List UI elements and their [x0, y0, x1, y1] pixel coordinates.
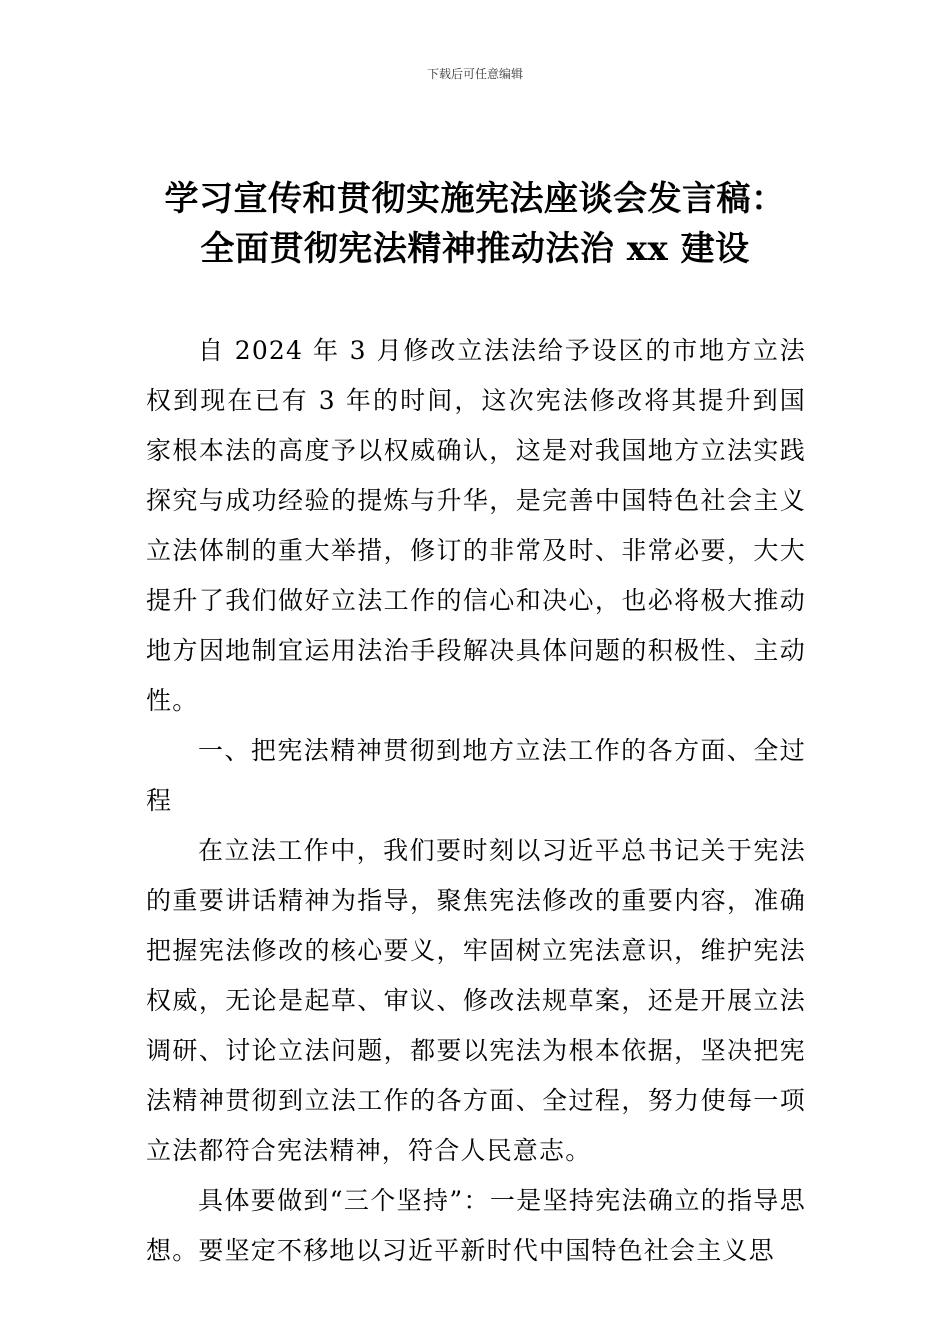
header-note: 下载后可任意编辑	[426, 67, 523, 81]
title-line-1: 学习宣传和贯彻实施宪法座谈会发言稿：	[164, 179, 786, 219]
section-heading-1: 一、把宪法精神贯彻到地方立法工作的各方面、全过程	[146, 736, 806, 815]
document-body	[146, 326, 806, 1276]
document-title	[60, 174, 890, 274]
paragraph-three-persists: 具体要做到“三个坚持”：一是坚持宪法确立的指导思想。要坚定不移地以习近平新时代中国特色社会主义思	[146, 1186, 806, 1265]
title-line-2: 全面贯彻宪法精神推动法治 xx 建设	[200, 229, 750, 269]
paragraph-intro: 自 2024 年 3 月修改立法法给予设区的市地方立法权到现在已有 3 年的时间，这次宪法修改将其提升到国家根本法的高度予以权威确认，这是对我国地方立法实践探究与成功经验的提炼与升华，是完善中国特色社会主义立法体制的重大举措，修订的非常及时、非常必要，大大提升了我们做好立法工作的信心和决心，也必将极大推动地方因地制宜运用法治手段解决具体问题的积极性、主动性。	[146, 336, 806, 715]
paragraph-section-1: 在立法工作中，我们要时刻以习近平总书记关于宪法的重要讲话精神为指导，聚焦宪法修改的重要内容，准确把握宪法修改的核心要义，牢固树立宪法意识，维护宪法权威，无论是起草、审议、修改法规草案，还是开展立法调研、讨论立法问题，都要以宪法为根本依据，坚决把宪法精神贯彻到立法工作的各方面、全过程，努力使每一项立法都符合宪法精神，符合人民意志。	[146, 836, 806, 1165]
